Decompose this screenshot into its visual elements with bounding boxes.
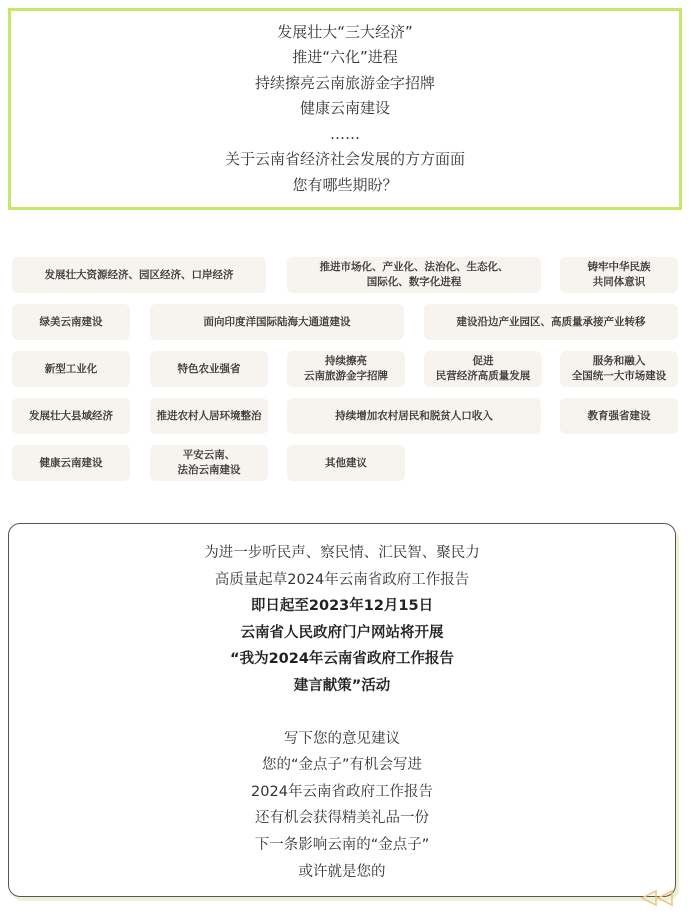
notice-closing-line: 您的“金点子”有机会写进 — [261, 757, 423, 774]
topic-chip-other[interactable]: 其他建议 — [287, 445, 405, 481]
topic-chip-unified-market[interactable]: 服务和融入 全国统一大市场建设 — [560, 351, 678, 387]
notice-closing-line: 下一条影响云南的“金点子” — [254, 836, 430, 853]
topic-chip-tourism-brand[interactable]: 持续擦亮 云南旅游金字招牌 — [287, 351, 405, 387]
intro-question: 您有哪些期盼？ — [292, 175, 398, 194]
intro-line: 持续擦亮云南旅游金字招牌 — [254, 73, 435, 92]
intro-line: 健康云南建设 — [299, 99, 390, 118]
notice-line: 高质量起草2024年云南省政府工作报告 — [214, 571, 470, 588]
notice-organizer: 云南省人民政府门户网站将开展 — [240, 624, 444, 641]
topic-chip-three-economies[interactable]: 发展壮大资源经济、园区经济、口岸经济 — [12, 257, 266, 293]
intro-line: 关于云南省经济社会发展的方方面面 — [224, 150, 465, 169]
topic-chip-agriculture[interactable]: 特色农业强省 — [150, 351, 268, 387]
topic-chip-rural-environment[interactable]: 推进农村人居环境整治 — [150, 398, 268, 434]
topic-chip-rural-income[interactable]: 持续增加农村居民和脱贫人口收入 — [287, 398, 541, 434]
intro-box — [8, 8, 682, 210]
intro-line: 发展壮大“三大经济” — [277, 22, 413, 41]
notice-line: 为进一步听民声、察民情、汇民智、聚民力 — [204, 545, 480, 561]
topic-chip-green-yunnan[interactable]: 绿美云南建设 — [12, 304, 130, 340]
notice-activity-title: 建言献策”活动 — [293, 677, 391, 694]
topic-chip-national-unity[interactable]: 铸牢中华民族 共同体意识 — [560, 257, 678, 293]
notice-activity-title: “我为2024年云南省政府工作报告 — [230, 651, 454, 668]
notice-closing-line: 2024年云南省政府工作报告 — [251, 783, 433, 800]
notice-closing-line: 写下您的意见建议 — [284, 730, 400, 747]
topic-chip-border-industrial-parks[interactable]: 建设沿边产业园区、高质量承接产业转移 — [424, 304, 678, 340]
topic-chip-county-economy[interactable]: 发展壮大县域经济 — [12, 398, 130, 434]
intro-line: 推进“六化”进程 — [292, 48, 398, 67]
double-arrow-left-icon — [638, 889, 678, 907]
topic-chip-new-industrialization[interactable]: 新型工业化 — [12, 351, 130, 387]
intro-ellipsis: …… — [330, 124, 360, 143]
notice-deadline: 即日起至2023年12月15日 — [250, 598, 434, 615]
notice-box — [8, 523, 676, 897]
topic-chip-safe-lawful-yunnan[interactable]: 平安云南、 法治云南建设 — [150, 445, 268, 481]
topic-chip-indian-ocean-corridor[interactable]: 面向印度洋国际陆海大通道建设 — [150, 304, 404, 340]
topic-chip-private-economy[interactable]: 促进 民营经济高质量发展 — [424, 351, 542, 387]
topic-chip-six-modernizations[interactable]: 推进市场化、产业化、法治化、生态化、 国际化、数字化进程 — [287, 257, 541, 293]
notice-closing-line: 或许就是您的 — [298, 863, 386, 880]
topic-chip-healthy-yunnan[interactable]: 健康云南建设 — [12, 445, 130, 481]
topic-chip-education[interactable]: 教育强省建设 — [560, 398, 678, 434]
notice-closing-line: 还有机会获得精美礼品一份 — [255, 810, 429, 827]
